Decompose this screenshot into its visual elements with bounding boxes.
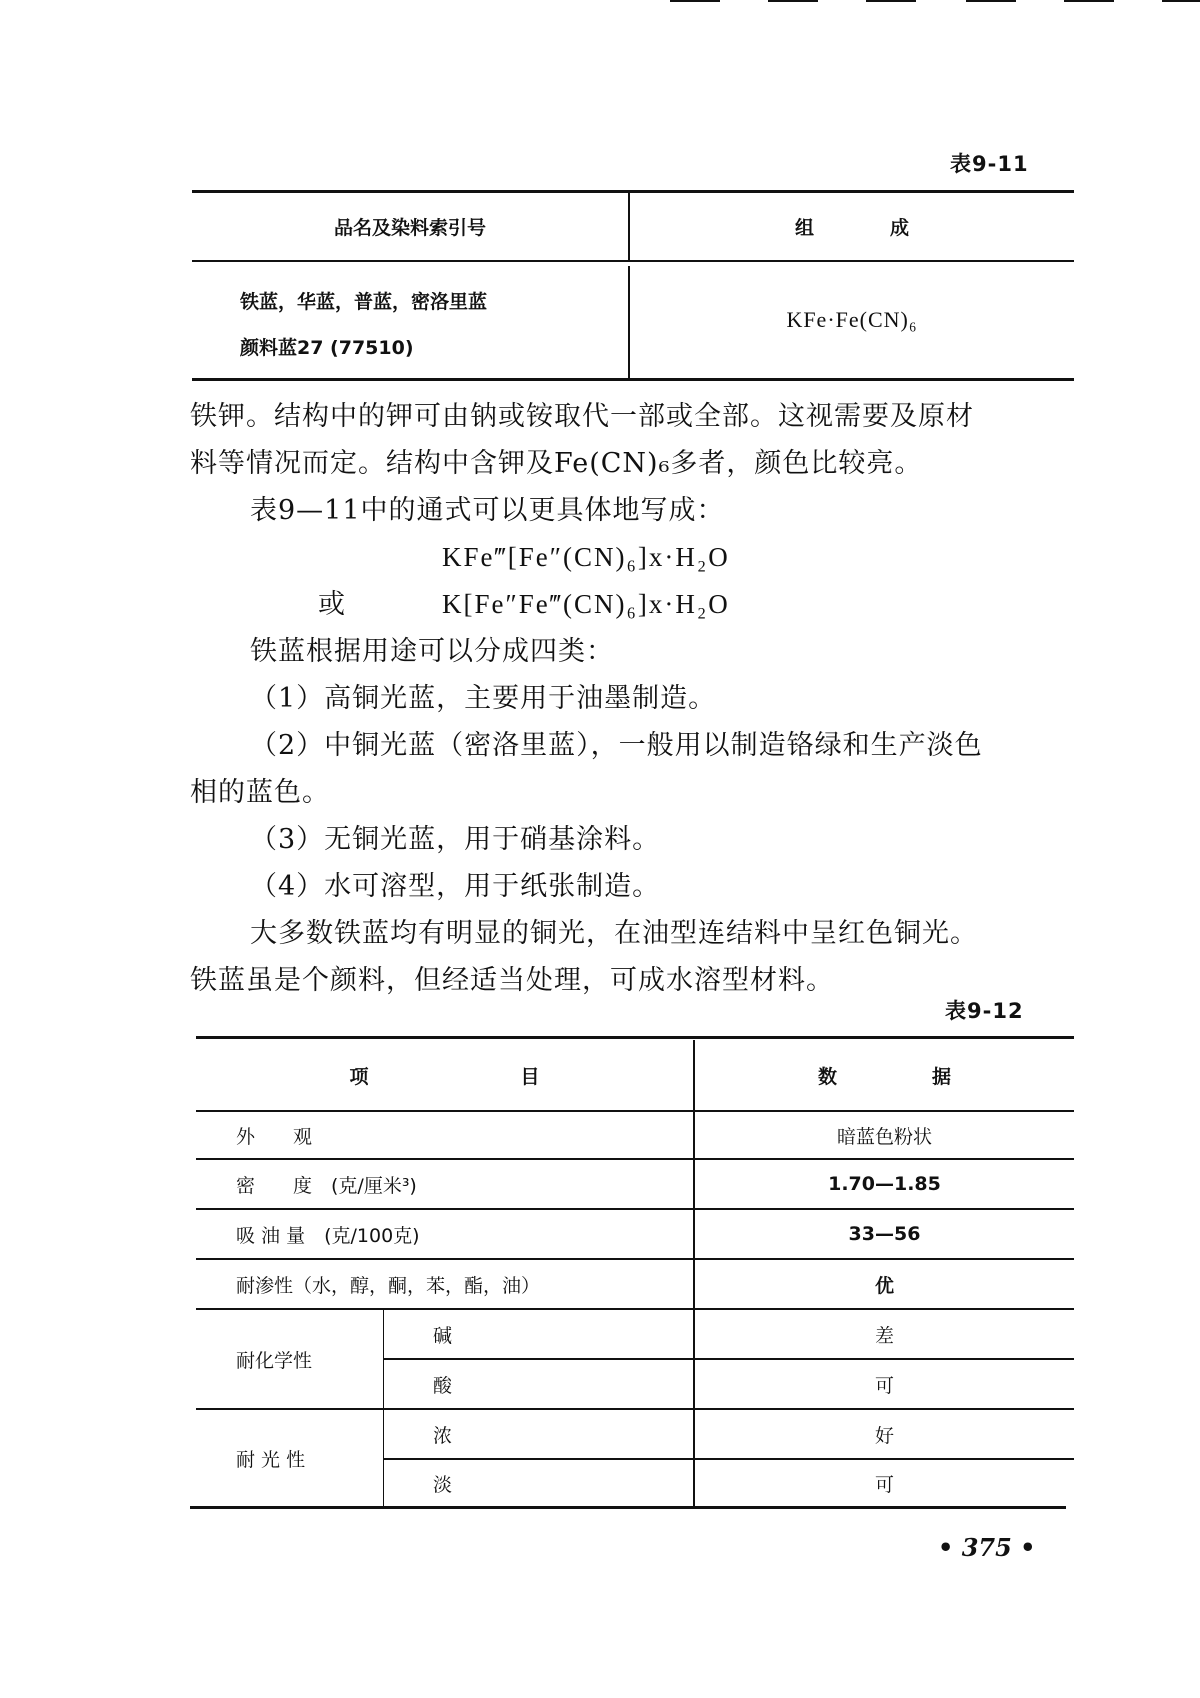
page-number: • 375 • xyxy=(938,1533,1036,1562)
row-value: 1.70—1.85 xyxy=(828,1173,941,1195)
header-item: 项 目 xyxy=(349,1065,540,1088)
paragraph: 铁蓝虽是个颜料，但经适当处理，可成水溶型材料。 xyxy=(190,965,834,996)
row-value: 33—56 xyxy=(848,1223,921,1245)
sub-column-divider xyxy=(383,1310,384,1506)
formula-or: 或 xyxy=(318,589,346,620)
table-bottom-rule xyxy=(192,378,1074,381)
paragraph: 铁钾。结构中的钾可由钠或铵取代一部或全部。这视需要及原材 xyxy=(190,401,974,432)
group-value: 好 xyxy=(874,1424,894,1447)
paragraph: 表9—11中的通式可以更具体地写成： xyxy=(250,495,725,526)
group-value: 可 xyxy=(874,1374,894,1397)
top-rule-mark xyxy=(866,0,916,2)
paragraph: 铁蓝根据用途可以分成四类： xyxy=(250,636,614,667)
row-item: 吸 油 量 (克/100克) xyxy=(236,1224,420,1247)
list-item: （1）高铜光蓝，主要用于油墨制造。 xyxy=(250,683,717,714)
group-value: 可 xyxy=(874,1473,894,1496)
group-sub: 酸 xyxy=(433,1374,453,1397)
row-item: 外 观 xyxy=(236,1125,313,1148)
header-name: 品名及染料索引号 xyxy=(333,217,486,239)
table-label: 表9-11 xyxy=(950,152,1029,176)
row-item: 密 度 (克/厘米³) xyxy=(236,1174,417,1197)
paragraph: 料等情况而定。结构中含钾及Fe(CN)₆多者，颜色比较亮。 xyxy=(190,448,923,479)
list-item: （4）水可溶型，用于纸张制造。 xyxy=(250,871,661,902)
group-sub: 淡 xyxy=(433,1473,453,1496)
list-item: （2）中铜光蓝（密洛里蓝），一般用以制造铬绿和生产淡色 xyxy=(250,730,983,761)
formula: KFe‴[Fe″(CN)₆]x·H₂O xyxy=(442,542,730,572)
header-composition: 组 成 xyxy=(794,217,909,239)
table-top-rule xyxy=(196,1036,1074,1039)
formula: K[Fe″Fe‴(CN)₆]x·H₂O xyxy=(442,589,730,619)
top-rule-mark xyxy=(966,0,1016,2)
header-value: 数 据 xyxy=(817,1065,951,1088)
row-item: 耐渗性（水，醇，酮，苯，酯，油） xyxy=(236,1274,541,1297)
row-value: 暗蓝色粉状 xyxy=(836,1125,932,1148)
top-rule-mark xyxy=(670,0,720,2)
top-rule-mark xyxy=(1064,0,1114,2)
group-sub: 碱 xyxy=(433,1324,453,1347)
table-label: 表9-12 xyxy=(945,999,1024,1023)
body-text xyxy=(190,393,1080,1004)
table-bottom-rule xyxy=(190,1506,1066,1509)
group-label: 耐 光 性 xyxy=(236,1448,306,1471)
color-index: 颜料蓝27 (77510) xyxy=(240,336,414,359)
row-value: 优 xyxy=(874,1274,894,1297)
paragraph: 相的蓝色。 xyxy=(190,777,330,808)
formula-alt xyxy=(190,581,1080,628)
top-rule-mark xyxy=(768,0,818,2)
paragraph: 大多数铁蓝均有明显的铜光，在油型连结料中呈红色铜光。 xyxy=(250,918,978,949)
group-label: 耐化学性 xyxy=(236,1349,313,1372)
list-item: （3）无铜光蓝，用于硝基涂料。 xyxy=(250,824,661,855)
top-rule-mark xyxy=(1162,0,1200,2)
composition-formula: KFe·Fe(CN)₆ xyxy=(786,307,918,332)
product-names: 铁蓝，华蓝，普蓝，密洛里蓝 xyxy=(240,290,488,313)
group-sub: 浓 xyxy=(433,1424,453,1447)
group-value: 差 xyxy=(874,1324,894,1347)
